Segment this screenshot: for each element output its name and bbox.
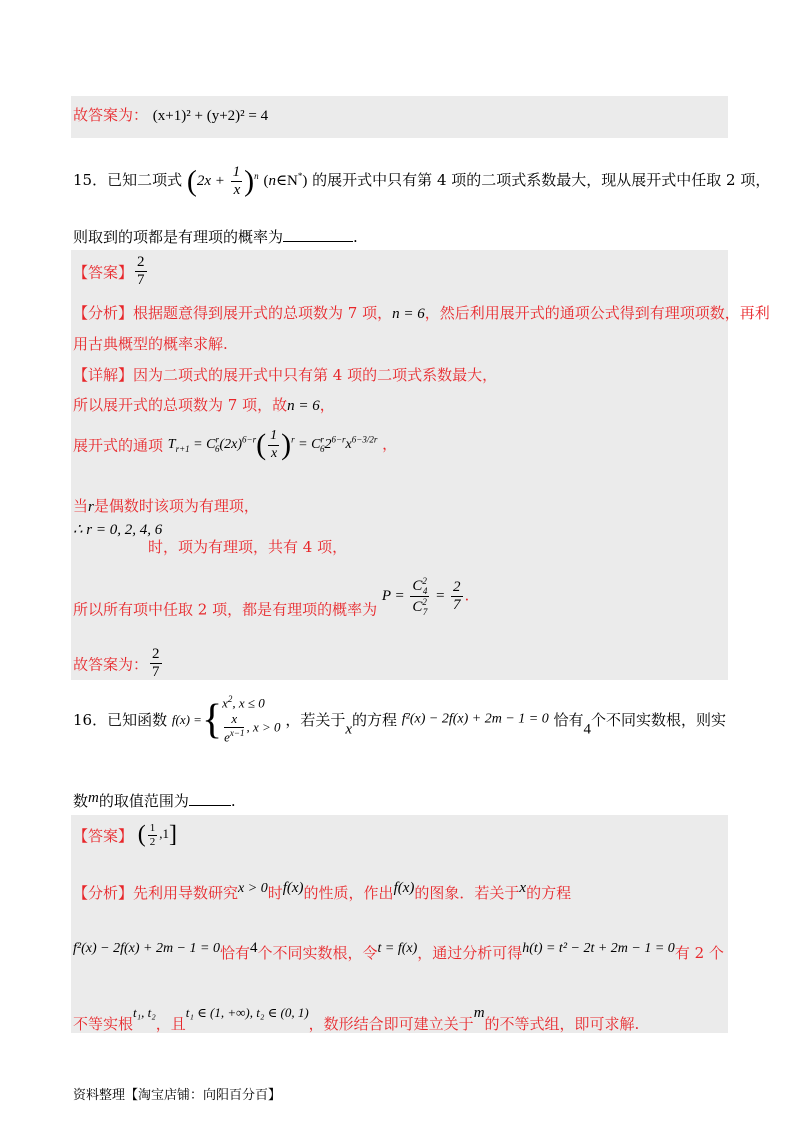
answer-math: (x+1)² + (y+2)² = 4	[152, 108, 269, 124]
q15-analysis-2: ，然后利用展开式的通项公式得到有理项项数，再利	[424, 304, 770, 322]
q15-detail-3: 展开式的通项	[73, 436, 164, 455]
q16-stem-end: .	[230, 792, 236, 810]
q16-stem-b: ，若关于	[285, 711, 346, 730]
q15-detail-4a: 当	[73, 497, 89, 515]
q15-stem-c: 则取到的项都是有理项的概率为	[73, 228, 284, 246]
q16-a2-4: 4	[249, 940, 258, 956]
q15-analysis-1: 根据题意得到展开式的总项数为 7 项，	[133, 304, 393, 322]
answer-prefix: 故答案为：	[73, 106, 149, 124]
prev-answer	[73, 104, 268, 125]
q15-stem-end: .	[353, 228, 358, 246]
q15-detail-tag: 【详解】	[73, 366, 134, 384]
q16-a2-t: t = f(x)	[377, 941, 418, 956]
q15-number: 15．	[73, 171, 108, 190]
q16-a2-3: ，通过分析可得	[417, 944, 523, 962]
q15-final	[73, 646, 164, 682]
q15-detail-line1	[73, 364, 497, 385]
q15-detail-4-r: r	[88, 499, 94, 515]
q16-stem-g: 的取值范围为	[98, 792, 189, 810]
q16-a2-1: 恰有	[219, 944, 250, 962]
q15-detail-line6	[73, 576, 469, 619]
q16-stem-d: 恰有	[553, 711, 584, 730]
q15-detail-2-end: ，	[319, 396, 335, 414]
page-footer: 资料整理【淘宝店铺：向阳百分百】	[73, 1088, 282, 1103]
q15-detail-line4	[73, 495, 259, 516]
q16-answer-math: ( $\frac{1}{2}$ ,1]	[137, 822, 178, 848]
q15-detail-5-math: ∴ r = 0, 2, 4, 6	[73, 522, 163, 538]
q16-a3-cond: t₁ ∈ (1, +∞), t₂ ∈ (0, 1)	[185, 1005, 309, 1020]
q15-detail-6: 所以所有项中任取 2 项，都是有理项的概率为	[73, 600, 378, 619]
q16-answer-tag: 【答案】	[73, 827, 134, 845]
q16-a1-5: 的方程	[526, 884, 572, 902]
q15-detail-line2	[73, 394, 335, 415]
q16-a2-4b: 有 2 个	[674, 944, 724, 962]
q16-stem-c: 的方程	[352, 711, 398, 730]
q15-answer-frac: $\frac{2}{7}$	[137, 254, 145, 289]
q16-stem-line1	[73, 694, 726, 745]
q16-stem-a: 已知函数	[107, 711, 168, 730]
q16-analysis-tag: 【分析】	[73, 884, 134, 902]
q16-stem-f: 数	[73, 792, 89, 810]
q15-answer-tag: 【答案】	[73, 263, 134, 282]
q16-analysis-line1	[73, 880, 571, 903]
q15-analysis-3: 用古典概型的概率求解.	[73, 335, 228, 353]
q16-stem-m: m	[88, 790, 99, 806]
q16-a3-m: m	[473, 1005, 485, 1021]
q16-a2-2: 个不同实数根，令	[257, 944, 378, 962]
q16-a3-1: 不等实根	[73, 1015, 134, 1033]
q16-a3-2: ，且	[155, 1015, 186, 1033]
q15-final-prefix: 故答案为：	[73, 655, 149, 674]
q16-stem-eq: f²(x) − 2f(x) + 2m − 1 = 0	[401, 711, 549, 727]
q16-analysis-line2	[73, 940, 724, 963]
q16-answer	[73, 822, 177, 849]
q15-detail-2: 所以展开式的总项数为 7 项，故	[73, 396, 288, 414]
q16-number: 16．	[73, 711, 108, 730]
q16-a3-3: ，数形结合即可建立关于	[308, 1015, 474, 1033]
q16-stem-x: x	[345, 721, 352, 738]
q16-piecewise: f(x) ={ $x^2$, x ≤ 0 $\frac{x}{e^{x-1}}$ , x > 0	[171, 694, 281, 745]
q16-stem-4: 4	[583, 721, 592, 738]
q15-detail-4b: 是偶数时该项为有理项，	[93, 497, 259, 515]
q15-detail-2-math: n = 6	[287, 398, 320, 414]
q15-general-term: $T_{r+1} = C^r_6(2x)^{6-r}$( $\frac{1}{x}$ )$^r = C^r_62^{6-r}x^{6-3/2r}$	[167, 428, 378, 461]
q15-binomial: (2x + $\frac{1}{x}$ )$^n$	[186, 164, 259, 199]
q16-a1-f2: f(x)	[393, 880, 415, 896]
q15-analysis-line1	[73, 302, 770, 323]
q16-a1-x: x	[519, 880, 527, 896]
q15-analysis-tag: 【分析】	[73, 304, 134, 322]
q15-detail-5: 时，项为有理项，共有 4 项，	[148, 538, 348, 556]
q15-detail-line3	[73, 428, 397, 462]
q15-stem-b: 的展开式中只有第 4 项的二项式系数最大，现从展开式中任取 2 项，	[312, 171, 771, 190]
q15-analysis-line2	[73, 333, 228, 354]
q16-analysis-line3	[73, 1005, 639, 1034]
q15-stem-a: 已知二项式	[107, 171, 183, 190]
q16-a3-roots: t₁, t₂	[133, 1005, 156, 1020]
q16-a1-1: 先利用导数研究	[133, 884, 239, 902]
q16-a2-eq: f²(x) − 2f(x) + 2m − 1 = 0	[73, 941, 220, 956]
q16-a1-2: 时	[267, 884, 283, 902]
q15-n-domain: (n∈N*)	[263, 171, 308, 190]
q15-detail-3-end: ，	[382, 435, 398, 453]
q15-analysis-n: n = 6	[392, 306, 425, 322]
q15-probability: P = $\frac{C^2_4}{C^2_7}$ = $\frac{2}{7}$	[381, 576, 461, 618]
q15-stem-line1	[73, 164, 770, 200]
q16-a1-4: 的图象．若关于	[414, 884, 520, 902]
q16-stem-e: 个不同实数根，则实	[591, 711, 727, 730]
q16-a1-3: 的性质，作出	[303, 884, 394, 902]
q16-blank	[189, 805, 231, 806]
q15-detail-line5b	[148, 536, 347, 557]
q15-detail-1: 因为二项式的展开式中只有第 4 项的二项式系数最大，	[133, 366, 498, 384]
q16-a1-f: f(x)	[282, 880, 304, 896]
q15-answer	[73, 254, 149, 290]
q15-stem-line2	[73, 226, 358, 247]
q15-blank	[283, 241, 353, 242]
q16-stem-line2	[73, 790, 236, 811]
q16-a3-4: 的不等式组，即可求解.	[484, 1015, 640, 1033]
q15-final-frac: $\frac{2}{7}$	[152, 646, 160, 681]
q16-a2-h: h(t) = t² − 2t + 2m − 1 = 0	[522, 941, 675, 956]
q15-detail-6-end: .	[464, 586, 470, 605]
q16-a1-cond: x > 0	[238, 881, 268, 896]
